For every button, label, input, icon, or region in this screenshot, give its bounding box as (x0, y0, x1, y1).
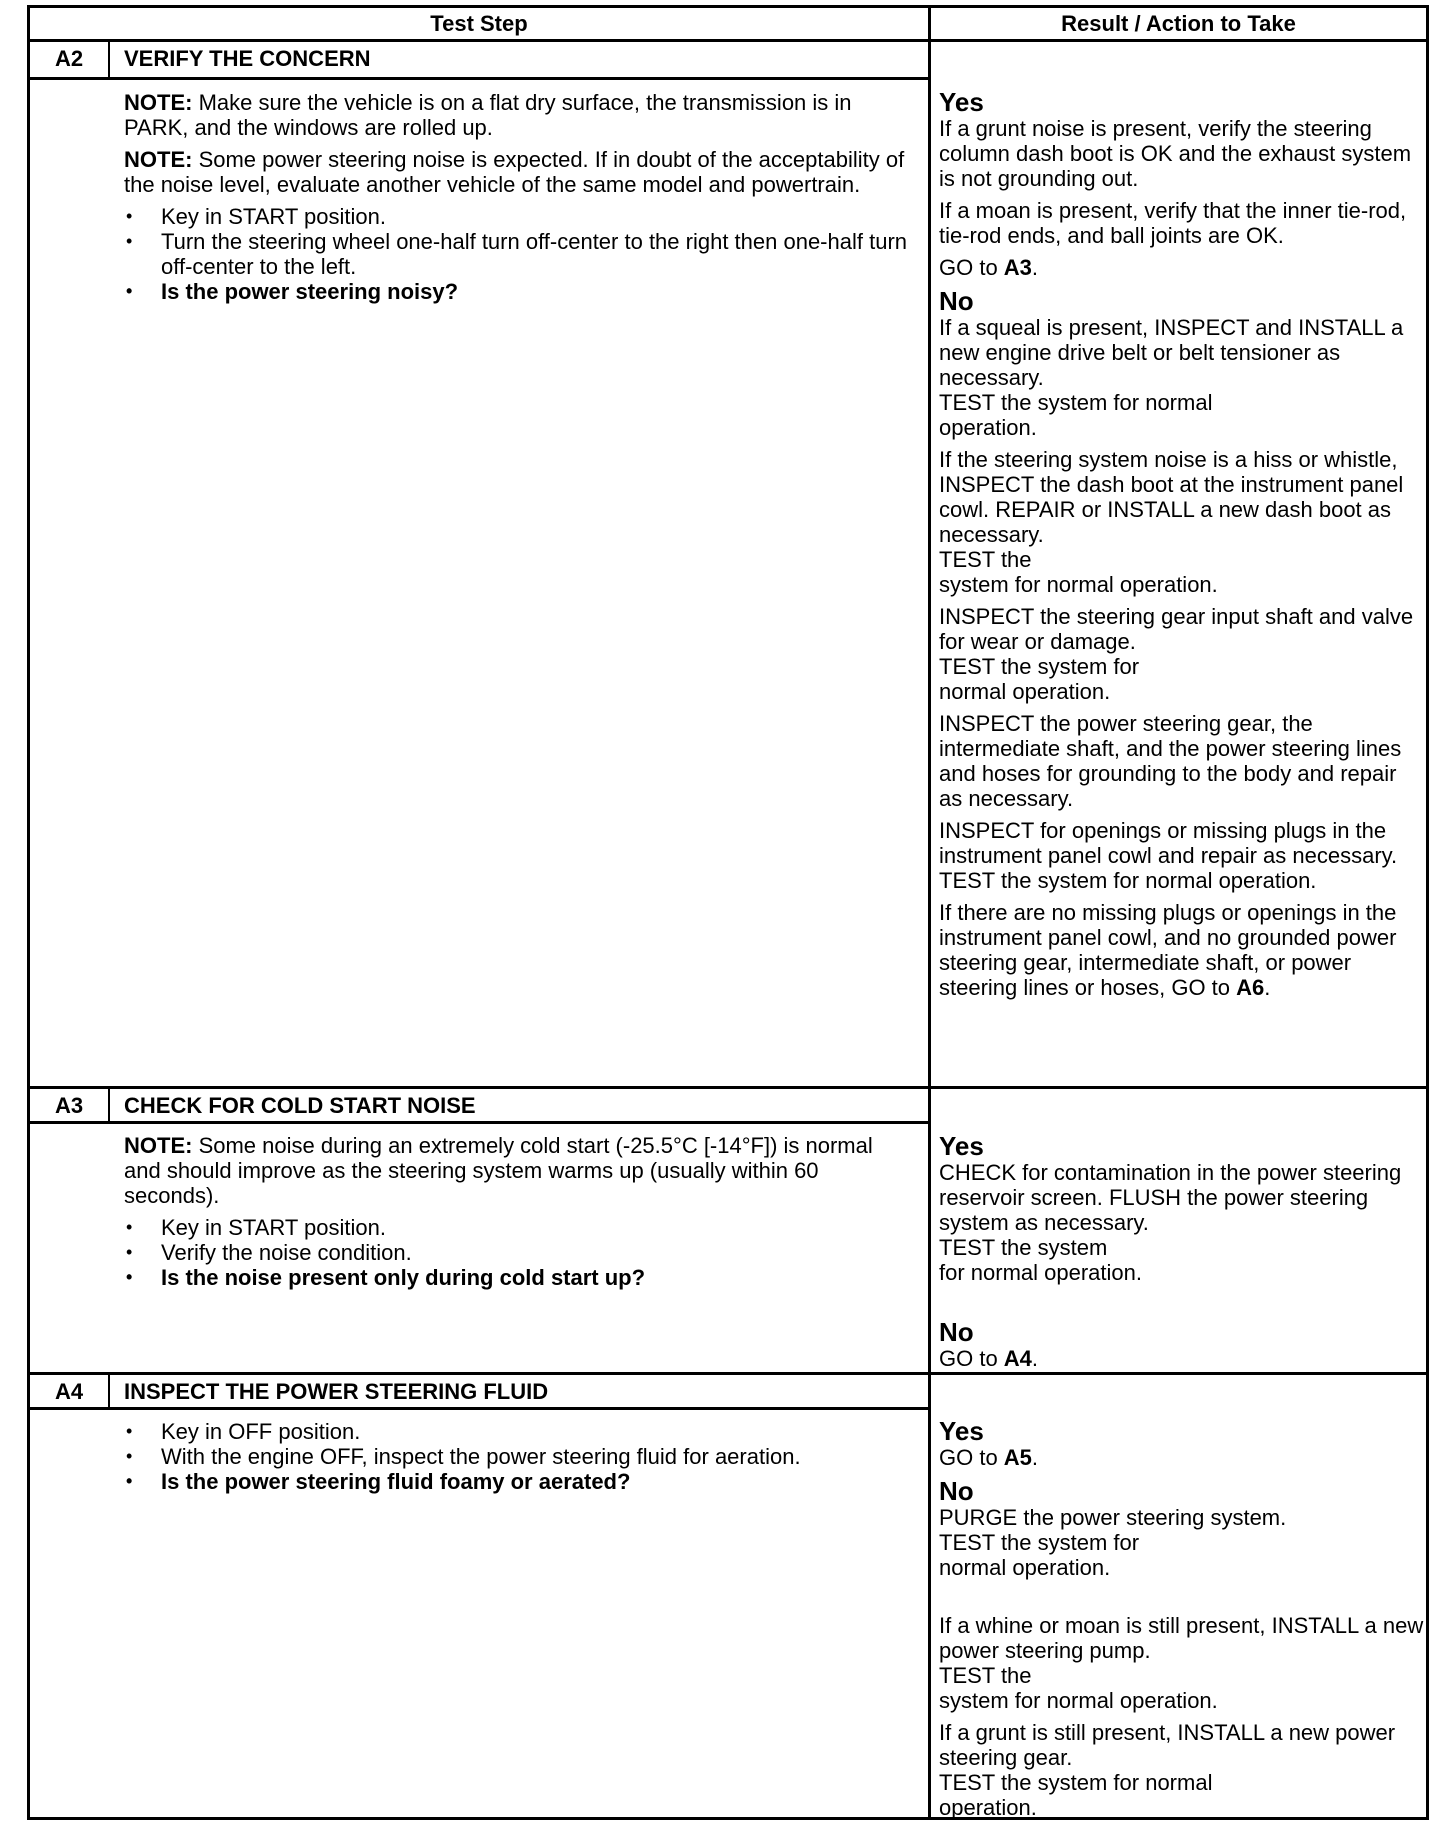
result-text: If there are no missing plugs or openings in the instrument panel cowl, and no grounded power steering gear, intermediate shaft, or power steering lines or hoses, GO to A6. (939, 900, 1397, 1000)
instruction-item: • Key in OFF position. (124, 1419, 914, 1444)
step-a3-body (124, 1133, 914, 1290)
step-id: A4 (30, 1375, 110, 1407)
diagnostic-table (27, 5, 1429, 1820)
instruction-list (124, 1215, 914, 1290)
goto-step-link: A3 (1003, 255, 1032, 280)
test-step-header: Test Step (430, 11, 528, 36)
goto-text: GO to A5. (939, 1445, 1039, 1470)
table-header (30, 8, 1426, 42)
section-divider (931, 1086, 1426, 1089)
section-divider (931, 1372, 1426, 1375)
instruction-item: • With the engine OFF, inspect the power steering fluid for aeration. (124, 1444, 914, 1469)
step-question: • Is the power steering noisy? (124, 279, 914, 304)
note: NOTE: Some power steering noise is expected. If in doubt of the acceptability of the noise level, evaluate another vehicle of the same model and powertrain. (124, 147, 905, 197)
instruction-list (124, 204, 914, 304)
result-text: INSPECT for openings or missing plugs in the instrument panel cowl and repair as necessary. TEST the system for normal operation. (939, 818, 1398, 893)
instruction-item: • Key in START position. (124, 1215, 914, 1240)
step-a4-header (30, 1372, 928, 1410)
instruction-item: • Turn the steering wheel one-half turn off-center to the right then one-half turn off-center to the left. (124, 229, 914, 279)
no-label: No (939, 1317, 974, 1347)
result-text: If a whine or moan is still present, INSTALL a new power steering pump. TEST the system for normal operation. (939, 1613, 1424, 1713)
goto-step-link: A6 (1236, 975, 1265, 1000)
no-label: No (939, 286, 974, 316)
result-action-header: Result / Action to Take (1061, 11, 1296, 36)
note: NOTE: Make sure the vehicle is on a flat dry surface, the transmission is in PARK, and the windows are rolled up. (124, 90, 852, 140)
column-divider (928, 8, 931, 1817)
step-a4-result (939, 1417, 1424, 1827)
step-a2-body (124, 90, 914, 304)
step-id: A3 (30, 1089, 110, 1121)
step-title: INSPECT THE POWER STEERING FLUID (124, 1379, 549, 1404)
step-question: • Is the power steering fluid foamy or aerated? (124, 1469, 914, 1494)
result-text: INSPECT the steering gear input shaft and valve for wear or damage. TEST the system for normal operation. (939, 604, 1414, 704)
step-a3-header (30, 1086, 928, 1124)
result-text: If a moan is present, verify that the inner tie-rod, tie-rod ends, and ball joints are OK. (939, 198, 1407, 248)
step-question: • Is the noise present only during cold start up? (124, 1265, 914, 1290)
goto-step-link: A4 (1003, 1346, 1032, 1371)
goto-text: GO to A4. (939, 1346, 1039, 1371)
result-text: If a squeal is present, INSPECT and INSTALL a new engine drive belt or belt tensioner as necessary. TEST the system for normal operation. (939, 315, 1404, 440)
yes-label: Yes (939, 1416, 984, 1446)
instruction-list (124, 1419, 914, 1494)
result-text: If the steering system noise is a hiss or whistle, INSPECT the dash boot at the instrument panel cowl. REPAIR or INSTALL a new dash boot as necessary. TEST the system for normal operation. (939, 447, 1404, 597)
step-a4-body (124, 1419, 914, 1494)
step-a2-header (30, 42, 928, 80)
step-title: VERIFY THE CONCERN (124, 46, 371, 71)
result-text: INSPECT the power steering gear, the intermediate shaft, and the power steering lines and hoses for grounding to the body and repair as necessary. (939, 711, 1402, 811)
yes-label: Yes (939, 87, 984, 117)
result-text: If a grunt noise is present, verify the steering column dash boot is OK and the exhaust system is not grounding out. (939, 116, 1412, 191)
step-id: A2 (30, 42, 110, 77)
instruction-item: • Key in START position. (124, 204, 914, 229)
step-a2-result (939, 88, 1424, 1007)
goto-step-link: A5 (1003, 1445, 1032, 1470)
instruction-item: • Verify the noise condition. (124, 1240, 914, 1265)
step-a3-result (939, 1132, 1424, 1378)
yes-label: Yes (939, 1131, 984, 1161)
note: NOTE: Some noise during an extremely cold start (-25.5°C [-14°F]) is normal and should improve as the steering system warms up (usually within 60 seconds). (124, 1133, 873, 1208)
result-text: If a grunt is still present, INSTALL a new power steering gear. TEST the system for normal operation. (939, 1720, 1396, 1820)
step-title: CHECK FOR COLD START NOISE (124, 1093, 476, 1118)
result-text: CHECK for contamination in the power steering reservoir screen. FLUSH the power steering system as necessary. TEST the system for normal operation. (939, 1160, 1402, 1285)
result-text: PURGE the power steering system. TEST the system for normal operation. (939, 1505, 1287, 1580)
goto-text: GO to A3. (939, 255, 1039, 280)
no-label: No (939, 1476, 974, 1506)
